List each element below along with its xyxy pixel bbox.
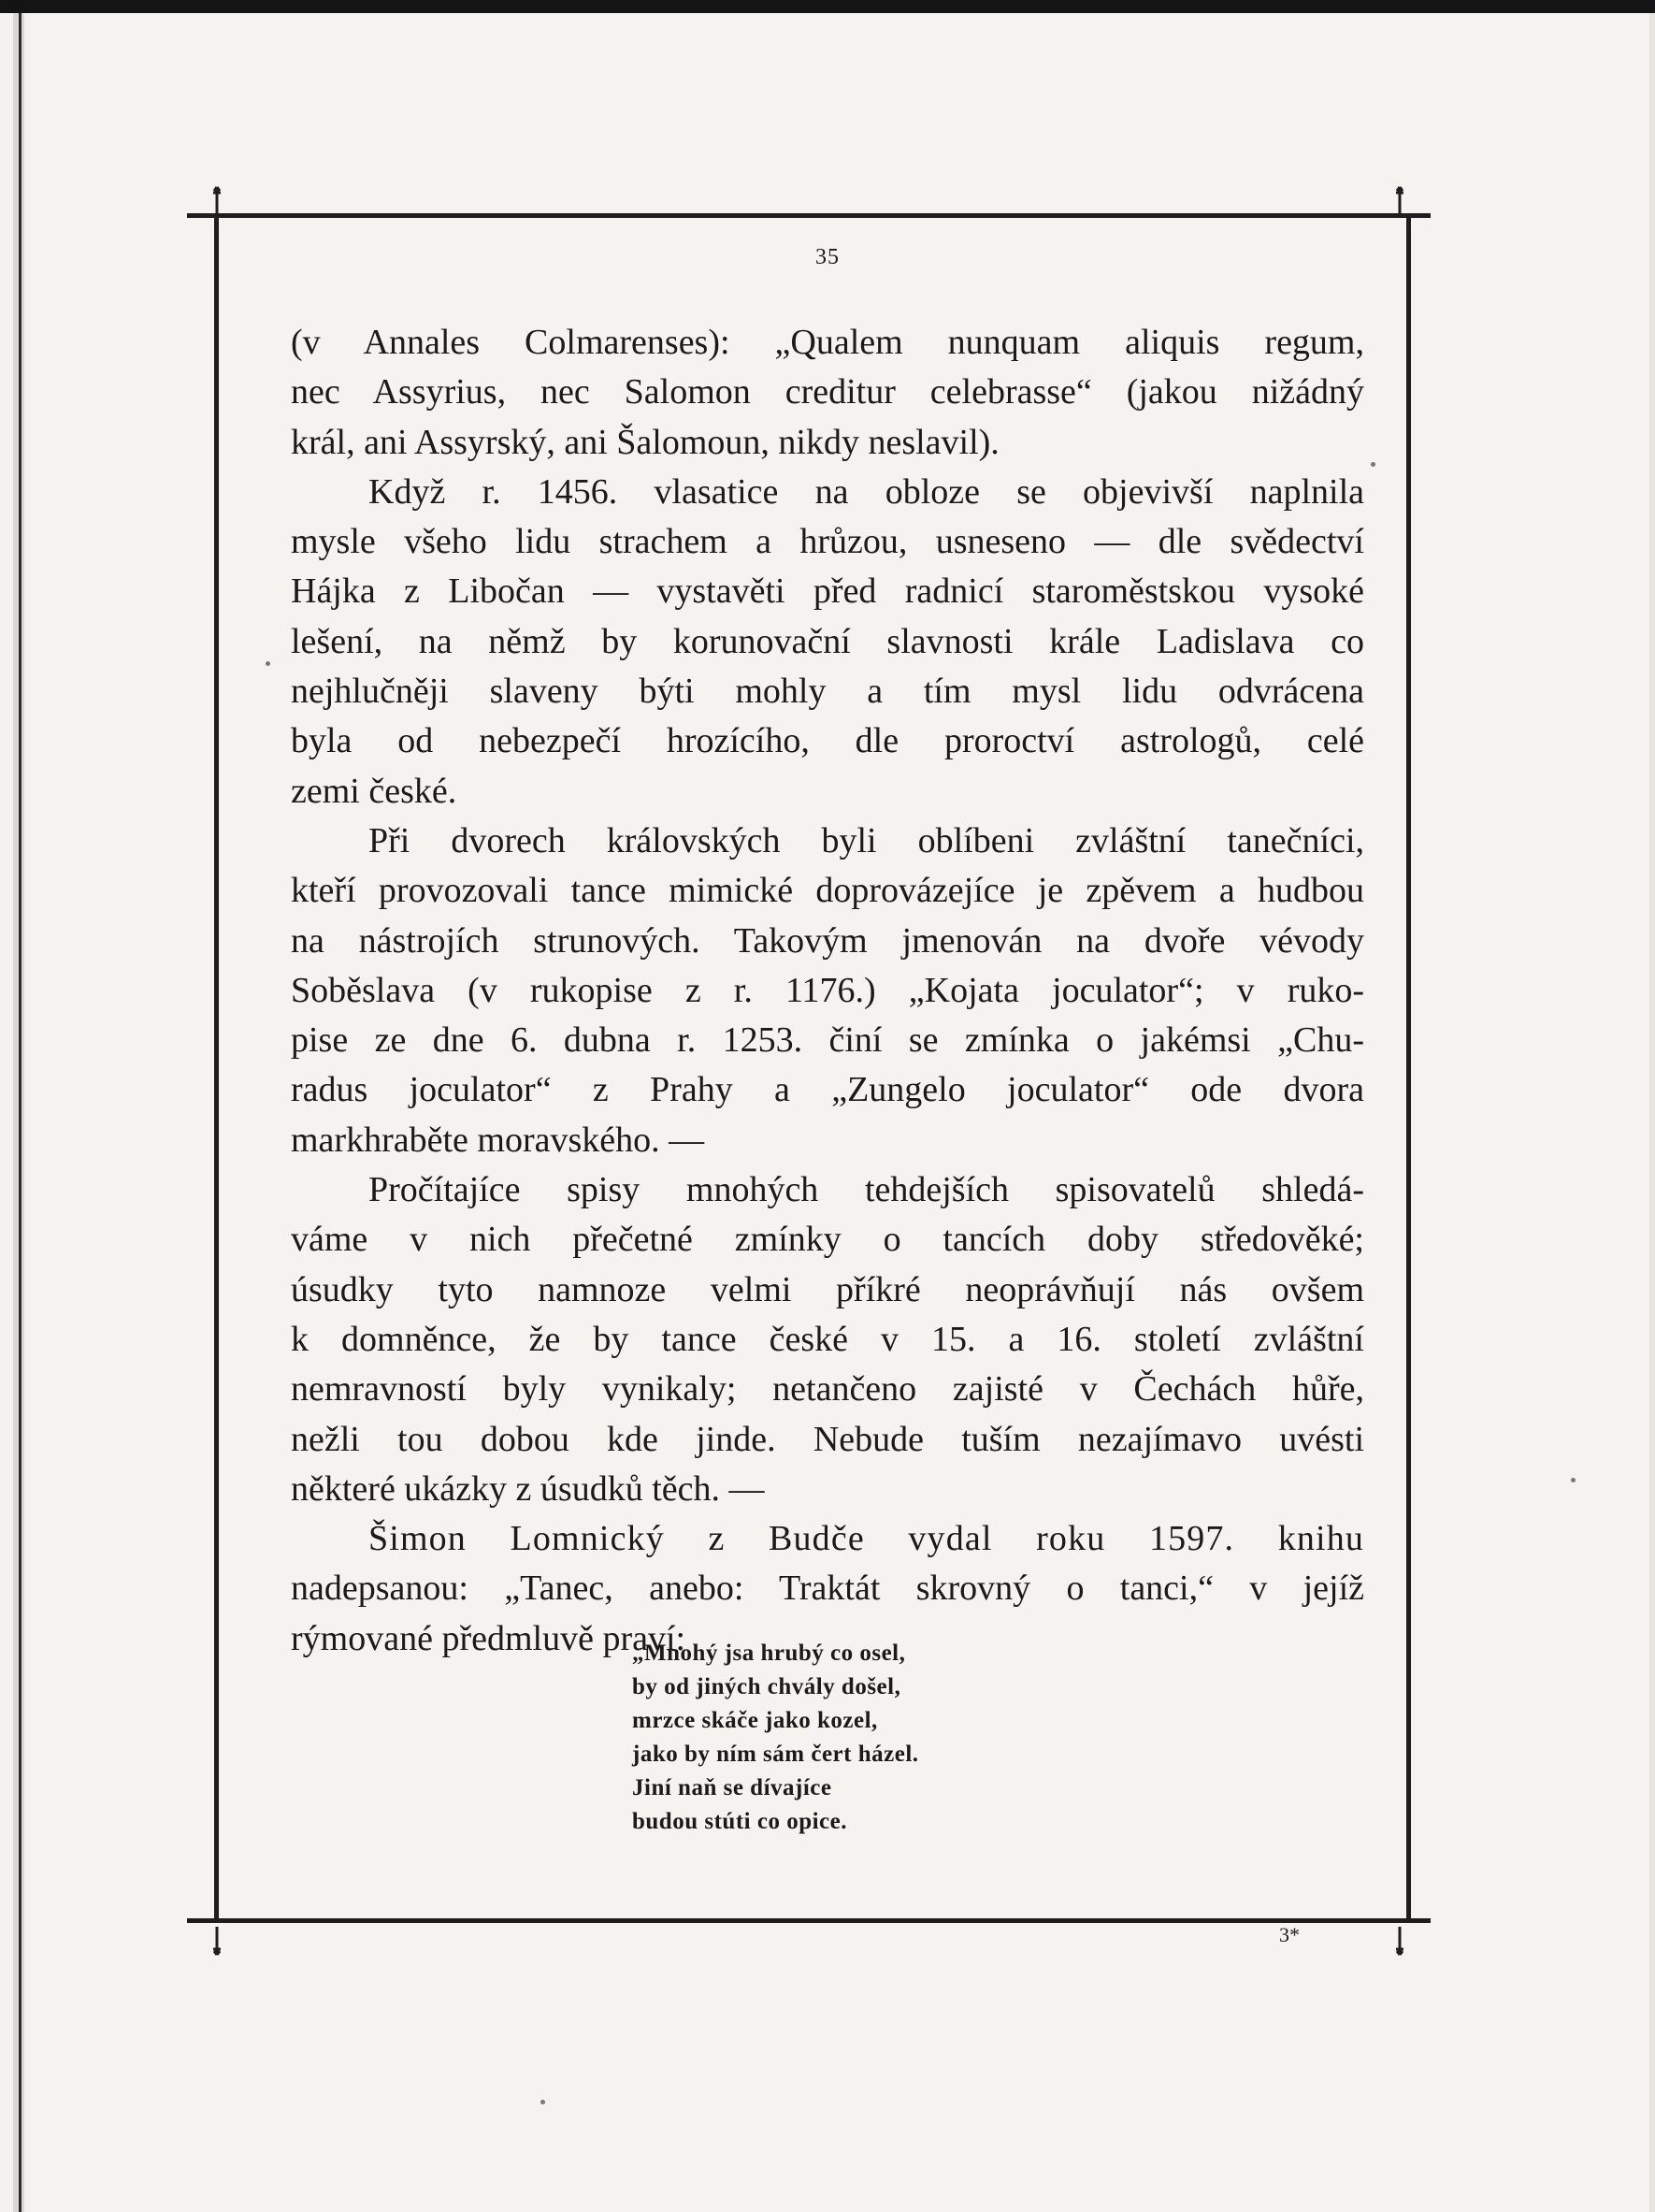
text-line: nemravností byly vynikaly; netančeno zajisté v Čechách hůře, [291,1369,1364,1410]
scan-speck [266,661,270,666]
verse-line: Jiní naň se dívajíce [632,1775,832,1800]
frame-top-rule [187,213,1431,218]
corner-ornament-top-right [1384,185,1416,217]
text-line: nec Assyrius, nec Salomon creditur celebrasse“ (jakou nižádný [291,372,1364,412]
text-line: rýmované předmluvě praví: [291,1618,686,1658]
verse-line: „Mnohý jsa hrubý co osel, [632,1641,906,1666]
verse-line: jako by ním sám čert házel. [632,1742,919,1767]
text-line: lešení, na němž by korunovační slavnosti krále Ladislava co [291,621,1364,661]
text-line: radus joculator“ z Prahy a „Zungelo joculator“ ode dvora [291,1070,1364,1110]
text-line: váme v nich přečetné zmínky o tancích doby středověké; [291,1220,1364,1260]
scan-right-edge [1649,13,1655,2212]
text-line: pise ze dne 6. dubna r. 1253. činí se zmínka o jakémsi „Chu- [291,1020,1364,1061]
body-text [291,318,1364,1664]
corner-ornament-top-left [201,185,233,217]
verse-line: by od jiných chvály došel, [632,1674,901,1699]
text-line: nežli tou dobou kde jinde. Nebude tuším nezajímavo uvésti [291,1419,1364,1459]
text-line: (v Annales Colmarenses): „Qualem nunquam aliquis regum, [291,323,1364,362]
page-number: 35 [815,245,840,269]
text-line: markhraběte moravského. — [291,1120,705,1160]
verse-line: budou stúti co opice. [632,1809,847,1834]
text-line: úsudky tyto namnoze velmi příkré neoprávňují nás ovšem [291,1269,1364,1309]
text-line: některé ukázky z úsudků těch. — [291,1468,765,1509]
text-line: k domněnce, že by tance české v 15. a 16. století zvláštní [291,1319,1364,1359]
text-line: mysle všeho lidu strachem a hrůzou, usneseno — dle svědectví [291,522,1364,562]
text-line: kteří provozovali tance mimické doprovázejíce je zpěvem a hudbou [291,871,1364,911]
text-line: nejhlučněji slaveny býti mohly a tím mysl lidu odvrácena [291,672,1364,712]
frame-bottom-rule [187,1918,1431,1923]
scan-speck [1371,462,1375,467]
text-line: nadepsanou: „Tanec, anebo: Traktát skrovný o tanci,“ v jejíž [291,1569,1364,1609]
scan-left-binding-line [19,13,22,2212]
verse-line: mrzce skáče jako kozel, [632,1708,878,1733]
text-line: na nástrojích strunových. Takovým jmenován na dvoře vévody [291,920,1364,961]
text-line: Pročítajíce spisy mnohých tehdejších spisovatelů shledá- [368,1170,1364,1210]
text-line: byla od nebezpečí hrozícího, dle proroctví astrologů, celé [291,721,1364,761]
text-line: zemi české. [291,771,457,811]
scan-speck [1571,1478,1576,1482]
text-line: král, ani Assyrský, ani Šalomoun, nikdy neslavil). [291,422,1000,462]
text-line: Soběslava (v rukopise z r. 1176.) „Kojata joculator“; v ruko- [291,970,1364,1010]
text-line: Hájka z Libočan — vystavěti před radnicí staroměstskou vysoké [291,571,1364,612]
scan-speck [540,2100,545,2104]
printer-signature-mark: 3* [1279,1923,1300,1946]
corner-ornament-bottom-left [201,1925,233,1957]
text-line: Když r. 1456. vlasatice na obloze se objevivší naplnila [368,471,1364,512]
scan-top-border [0,0,1655,13]
text-line: Šimon Lomnický z Budče vydal roku 1597. knihu [368,1519,1364,1559]
corner-ornament-bottom-right [1384,1925,1416,1957]
text-line: Při dvorech královských byli oblíbeni zvláštní tanečníci, [368,820,1364,860]
verse-quote [632,1637,1156,1839]
